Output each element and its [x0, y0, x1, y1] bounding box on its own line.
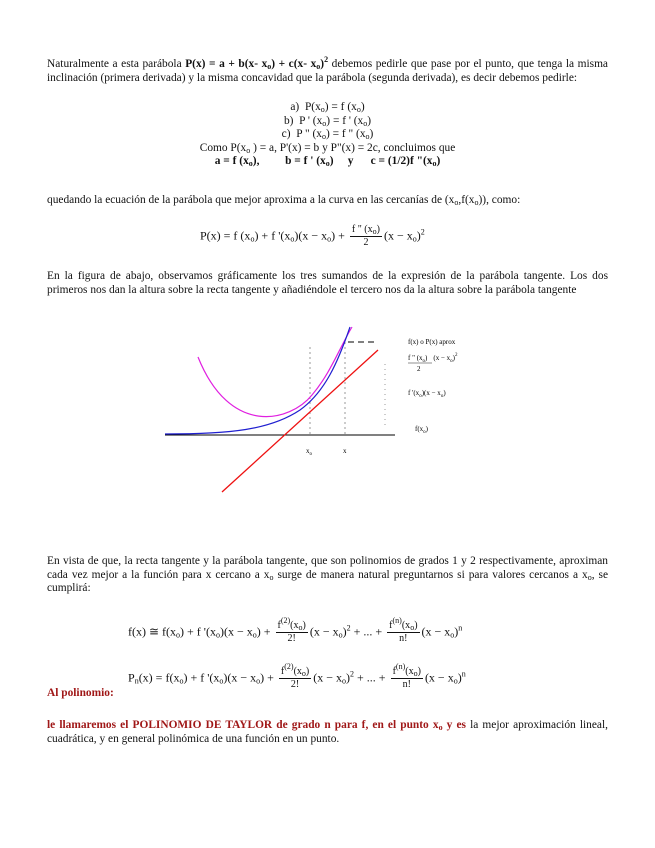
label-f-x0: $f(x_o)$	[415, 425, 429, 435]
parabola-formula: P(x) = f $(x_o) + f$ '$(x_o)(x - x_o)$ + $\frac{f " (x_o)}{2}$ $(x - x_o)^2$	[200, 224, 425, 248]
parabola-fraction: $\frac{f " (x_o)}{2}$	[351, 224, 380, 248]
vista-paragraph: En vista de que, la recta tangente y la parábola tangente, que son polinomios de grados 1 y 2 respectivamente, aproximan cada vez mejor a la función para x cercano a $x_o$ surge de manera natural preguntarnos si para valores cercanos a $x_o$, se cumplirá:	[47, 555, 608, 594]
final-paragraph: le llamaremos el POLINOMIO DE TAYLOR de grado n para f, en el punto $x_o$ y es la mejor aproximación lineal, cuadrática, y en general polinómica de una función en un punto.	[47, 719, 608, 745]
taylor-polynomial-formula: $P_n(x) = f(x_o) + f$ '$(x_o)(x - x_o)$ + $\frac{f^{(2)}(x_o)}{2!}$ $(x - x_o)^2$ + ... + $\frac{f^{(n)}(x_o)}{n!}$ $(x - x_o)^n$	[128, 662, 466, 690]
al-polinomio-heading: Al polinomio:	[47, 687, 114, 699]
conditions-list	[47, 101, 608, 169]
figure-paragraph: En la figura de abajo, observamos gráficamente los tres sumandos de la expresión de la parábola tangente. Los dos primeros nos dan la altura sobre la recta tangente y añadiéndole el tercero nos da la altura sobre la parábola tangente	[47, 270, 608, 296]
label-second-term-den: 2	[417, 365, 421, 373]
quedando-paragraph: quedando la ecuación de la parábola que mejor aproxima a la curva en las cercanías de $(x_o,f(x_o))$, como:	[47, 194, 521, 207]
axis-label-x: x	[343, 447, 347, 455]
conclusion-line: Como $P(x_o$ ) = a, P'(x) = b y P"(x) = 2c, concluimos que	[199, 141, 456, 155]
label-function: f(x) o P(x) aprox	[408, 338, 456, 346]
results-line: a = f $(x_o)$, b = f ' $(x_o)$ y c = (1/2)f "$(x_o)$	[214, 155, 441, 168]
label-first-term: f '$(x_o)(x - x_o)$	[408, 389, 446, 399]
condition-c: c) P " $(x_o) = f$ " $(x_o)$	[281, 128, 374, 141]
label-second-term: f " $(x_o) (x - x_o)^2$	[408, 353, 458, 364]
axis-label-x0: $x_o$	[306, 447, 312, 457]
condition-b: b) P ' $(x_o) = f$ ' $(x_o)$	[283, 114, 372, 128]
tangent-parabola-figure	[160, 322, 480, 497]
tangent-line	[222, 350, 378, 492]
taylor-approx-formula: f(x) ≅ $f(x_o) + f$ '$(x_o)(x - x_o)$ + $\frac{f^{(2)}(x_o)}{2!}$ $(x - x_o)^2$ + ... + $\frac{f^{(n)}(x_o)}{n!}$ $(x - x_o)^n$	[128, 616, 463, 644]
condition-a: a) $P(x_o) = f$ $(x_o)$	[290, 101, 365, 114]
tangent-parabola	[198, 327, 352, 417]
intro-paragraph: Naturalmente a esta parábola P(x) = a + b(x- $x_o) + c(x-$ $x_o)^2$ debemos pedirle que pase por el punto, que tenga la misma inclinación (primera derivada) y la misma concavidad que la parábola (segunda derivada), es decir debemos pedirle:	[47, 55, 608, 84]
